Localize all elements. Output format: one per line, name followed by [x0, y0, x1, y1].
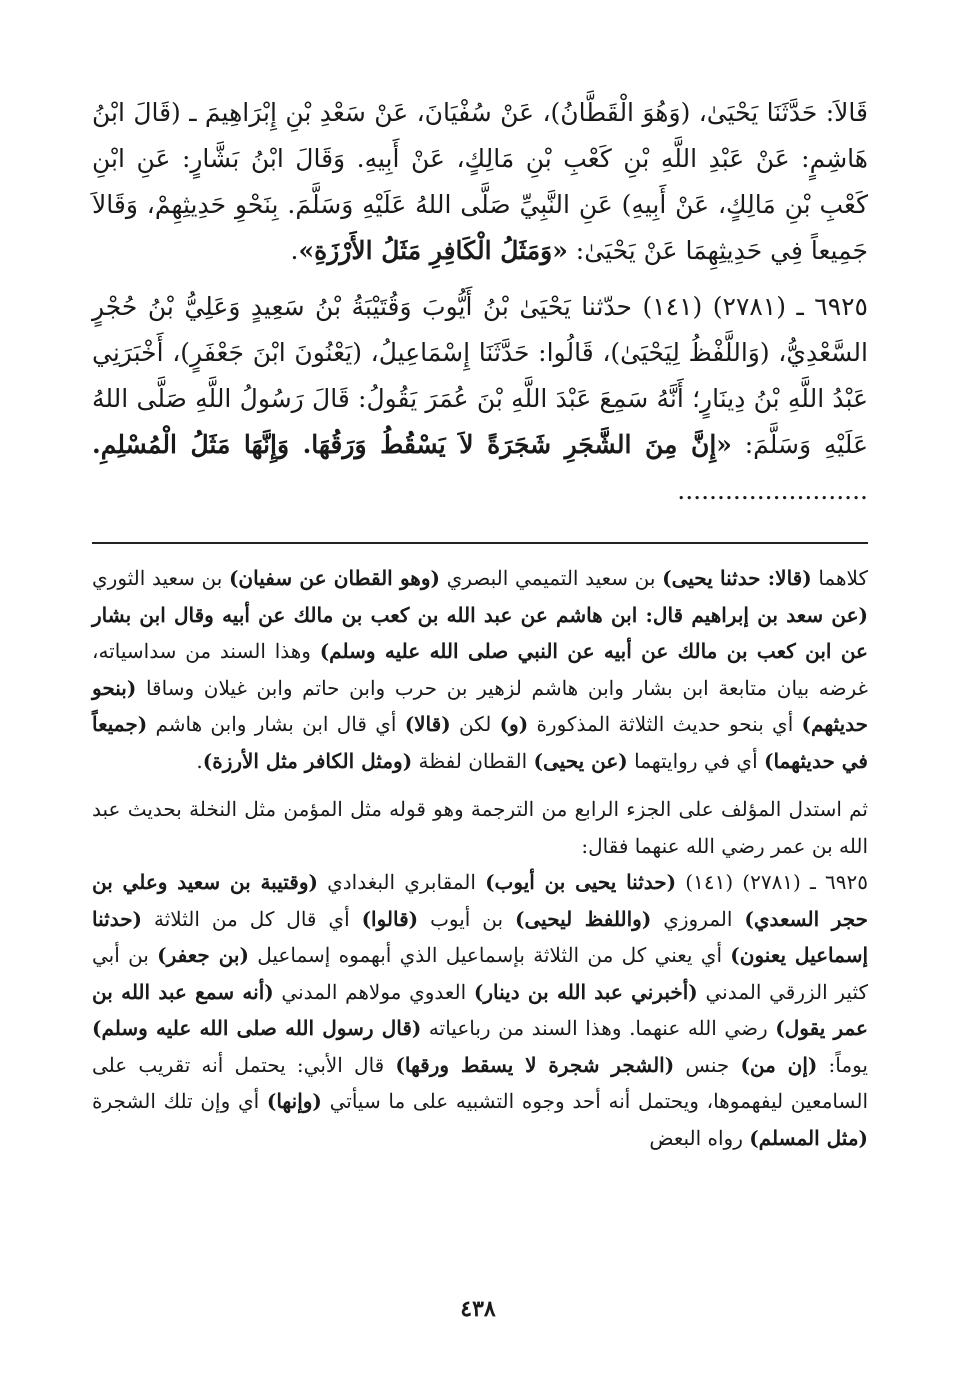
hadith-paragraph-2: [92, 284, 868, 514]
commentary-paragraph-1: كلاهما (قالا: حدثنا يحيى) بن سعيد التميمي البصري (وهو القطان عن سفيان) بن سعيد الثوري (عن سعد بن إبراهيم قال: ابن هاشم عن عبد الله بن كعب بن مالك عن أبيه وقال ابن بشار عن ابن كعب بن مالك عن أبيه عن النبي صلى الله عليه وسلم) وهذا السند من سداسياته، غرضه بيان متابعة ابن بشار وابن هاشم لزهير بن حرب وابن حاتم وابن غيلان وساقا (بنحو حديثهم) أي بنحو حديث الثلاثة المذكورة (و) لكن (قالا) أي قال ابن بشار وابن هاشم (جميعاً في حديثهما) أي في روايتهما (عن يحيى) القطان لفظة (ومثل الكافر مثل الأرزة).: [92, 566, 869, 773]
hadith-number: ٦٩٢٥ ـ (٢٧٨١) (١٤١): [642, 292, 868, 321]
hadith-2-isnad: حدّثنا يَحْيَىٰ بْنُ أَيُّوبَ وَقُتَيْبَةُ بْنُ سَعِيدٍ وَعَلِيُّ بْنُ حُجْرٍ السَّعْدِيُّ، (وَاللَّفْظُ لِيَحْيَىٰ)، قَالُوا: حَدَّثَنَا إِسْمَاعِيلُ، (يَعْنُونَ ابْنَ جَعْفَرٍ)، أَخْبَرَنِي عَبْدُ اللَّهِ بْنُ دِينَارٍ؛ أَنَّهُ سَمِعَ عَبْدَ اللَّهِ بْنَ عُمَرَ يَقُولُ: قَالَ رَسُولُ اللَّهِ صَلَّى اللهُ عَلَيْهِ وَسَلَّمَ:: [92, 292, 868, 459]
hadith-1-matn: «وَمَثَلُ الْكَافِرِ مَثَلُ الأَرْزَةِ»: [298, 236, 568, 265]
commentary-paragraph-2: ثم استدل المؤلف على الجزء الرابع من الترجمة وهو قوله مثل المؤمن مثل النخلة بحديث عبد الله بن عمر رضي الله عنهما فقال:: [92, 797, 868, 858]
hadith-text-block: [92, 90, 868, 514]
footnote-divider: [92, 542, 868, 544]
book-page: [92, 90, 868, 1156]
commentary-block: [92, 560, 868, 1156]
hadith-paragraph-1: قَالاَ: حَدَّثَنَا يَحْيَىٰ، (وَهُوَ الْقَطَّانُ)، عَنْ سُفْيَانَ، عَنْ سَعْدِ بْنِ إِبْرَاهِيمَ ـ (قَالَ ابْنُ هَاشِمٍ: عَنْ عَبْدِ اللَّهِ بْنِ كَعْبِ بْنِ مَالِكٍ، عَنْ أَبِيهِ. وَقَالَ ابْنُ بَشَّارٍ: عَنِ ابْنِ كَعْبِ بْنِ مَالِكٍ، عَنْ أَبِيهِ) عَنِ النَّبِيِّ صَلَّى اللهُ عَلَيْهِ وَسَلَّمَ. بِنَحْوِ حَدِيثِهِمْ، وَقَالاَ جَمِيعاً فِي حَدِيثِهِمَا عَنْ يَحْيَىٰ: «وَمَثَلُ الْكَافِرِ مَثَلُ الأَرْزَةِ».: [92, 98, 868, 265]
commentary-paragraph-3: ٦٩٢٥ ـ (٢٧٨١) (١٤١) (حدثنا يحيى بن أيوب) المقابري البغدادي (وقتيبة بن سعيد وعلي بن حجر السعدي) المروزي (واللفظ ليحيى) بن أيوب (قالوا) أي قال كل من الثلاثة (حدثنا إسماعيل يعنون) أي يعني كل من الثلاثة بإسماعيل الذي أبهموه إسماعيل (بن جعفر) بن أبي كثير الزرقي المدني (أخبرني عبد الله بن دينار) العدوي مولاهم المدني (أنه سمع عبد الله بن عمر يقول) رضي الله عنهما. وهذا السند من رباعياته (قال رسول الله صلى الله عليه وسلم) يوماً: (إن من) جنس (الشجر شجرة لا يسقط ورقها) قال الأبي: يحتمل أنه تقريب على السامعين ليفهموها، ويحتمل أنه أحد وجوه التشبيه على ما سيأتي (وإنها) أي وإن تلك الشجرة (مثل المسلم) رواه البعض: [92, 870, 869, 1150]
page-number: ٤٣٨: [460, 1296, 496, 1322]
continuation-dots: ........................: [677, 476, 868, 505]
hadith-2-matn: «إِنَّ مِنَ الشَّجَرِ شَجَرَةً لاَ يَسْقُطُ وَرَقُهَا. وَإِنَّهَا مَثَلُ الْمُسْلِمِ.: [92, 430, 732, 459]
hadith-1-text: قَالاَ: حَدَّثَنَا يَحْيَىٰ، (وَهُوَ الْقَطَّانُ)، عَنْ سُفْيَانَ، عَنْ سَعْدِ بْنِ إِبْرَاهِيمَ ـ (قَالَ ابْنُ هَاشِمٍ: عَنْ عَبْدِ اللَّهِ بْنِ كَعْبِ بْنِ مَالِكٍ، عَنْ أَبِيهِ. وَقَالَ ابْنُ بَشَّارٍ: عَنِ ابْنِ كَعْبِ بْنِ مَالِكٍ، عَنْ أَبِيهِ) عَنِ النَّبِيِّ صَلَّى اللهُ عَلَيْهِ وَسَلَّمَ. بِنَحْوِ حَدِيثِهِمْ، وَقَالاَ جَمِيعاً فِي حَدِيثِهِمَا عَنْ يَحْيَىٰ:: [92, 98, 868, 265]
